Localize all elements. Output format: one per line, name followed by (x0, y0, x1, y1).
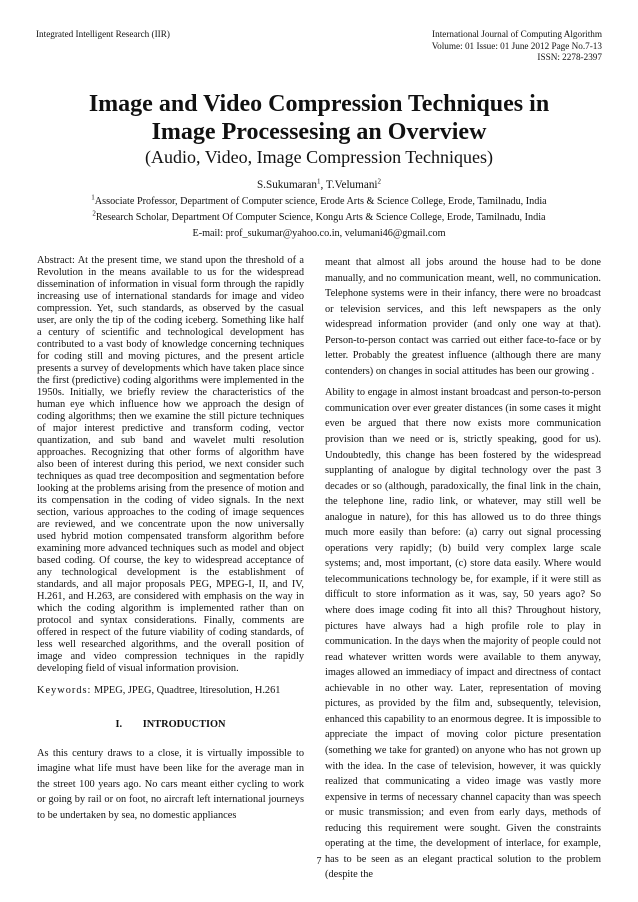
keywords-label: Keywords: (37, 685, 92, 696)
author-1-sup: 1 (316, 177, 321, 186)
keywords-text: MPEG, JPEG, Quadtree, ltiresolution, H.261 (93, 685, 281, 696)
introduction-section (37, 746, 304, 824)
paper-title-line-1: Image and Video Compression Techniques in (88, 91, 550, 117)
affiliation-1-text: Associate Professor, Department of Computer science, Erode Arts & Science College, Erode, Tamilnadu, India (94, 196, 547, 207)
header-issn: ISSN: 2278-2397 (537, 52, 602, 63)
header-journal-info (432, 29, 602, 64)
right-paragraph-2: Ability to engage in almost instant broadcast and person-to-person communication over ever greater distances (in some cases it might even be argued that there now exists more communication provision than we need or is, strictly speaking, good for us). Undoubtedly, this change has been fostered by the widespread supplanting of analogue by digital technology over the past 3 decades or so (although, paradoxically, the final link in the chain, the telephone line, radio link, or whatever, may still well be analogue in nature), for this has allowed us to do three things much more easily than before: (a) carry out signal processing operations very rapidly; (b) build very complex large scale systems; and, most important, (c) store data easily. Where would telecommunications technology be, for example, if it were still as difficult to store information as it was, say, 50 years ago? So where does image coding fit into all this? Throughout history, pictures have always had a high profile role to play in communication. In the days when the majority of people could not read whatever written words were available to them anyway, images allowed an immediacy of impact and directness of contact achievable in no other way. Later, representation of moving pictures, as provided by the film and, subsequently, television, enhanced this capability to an enormous degree. It is impossible to appreciate the impact of moving color picture presentation (something we take for granted) on anyone who has not grown up with the idea. In the case of television, however, it was quickly realized that communicating a video image was vastly more expensive in terms of necessary channel capacity than was speech or music transmission; and even from early days, methods of reducing this requirement were sought. Given the constraints operating at the time, the development of interlace, for example, has to be seen as an elegant practical solution to the problem (despite the (325, 387, 601, 881)
page-number: 7 (316, 856, 322, 867)
author-2-sup: 2 (377, 177, 382, 186)
right-column (325, 255, 601, 883)
paper-subtitle: (Audio, Video, Image Compression Techniques) (145, 147, 493, 167)
section-heading-introduction: I. INTRODUCTION (115, 718, 226, 730)
right-paragraph-1: meant that almost all jobs around the house had to be done manually, and no communication meant, well, no communication. Telephone systems were in their infancy, there were no broadcast or television services, and this left newspapers as the only widespread information provider (and only one way at that). Person-to-person contact was carried out either face-to-face or by letter. Probably the greatest influence (although there are many contenders) on changes in social attitudes has been our growing . (325, 257, 601, 377)
header-publisher: Integrated Intelligent Research (IIR) (36, 29, 170, 39)
affiliation-1 (0, 193, 638, 207)
abstract-text: Abstract: At the present time, we stand upon the threshold of a Revolution in the means available to us for the widespread dissemination of information in visual form through the rapidly increasing use of international standards for image and video compression. Yet, such standards, as observed by the casual user, are only the tip of the coding iceberg. Something like half a century of scientific and technological development has contributed to a vast body of knowledge concerning techniques for coding still and moving pictures, and the present article presents a survey of developments which have taken place since the first (predictive) coding algorithms were implemented in the 1950s. Initially, we briefly review the characteristics of the human eye which influence how we approach the design of coding algorithms; then we examine the still picture techniques of major interest predictive and transform coding, vector quantization, and sub band and wavelet multi resolution approaches. Recognizing that other forms of algorithm have also been of interest during this period, we next consider such techniques as quad tree decomposition and segmentation before looking at the problems arising from the presence of motion and its compensation in the coding of video signals. In the next section, various approaches to the coding of image sequences are reviewed, and we concentrate upon the now universally used hybrid motion compensated transform algorithm before examining more advanced techniques such as model and object based coding. Of course, the key to widespread acceptance of any technological development is the establishment of standards, and all major proposals PEG, MPEG-I, II, and IV, H.261, and H.263, are considered with emphasis on the way in which the coding algorithm is implemented rather than on protocol and syntax considerations. Finally, comments are offered in respect of the future viability of coding standards, of less well researched algorithms, and the overall position of image and video compression techniques in the rapidly developing field of visual information provision. (37, 255, 304, 674)
affiliation-2 (0, 209, 638, 223)
author-1: S.Sukumaran (256, 179, 317, 191)
header-volume: Volume: 01 Issue: 01 June 2012 Page No.7-13 (431, 40, 602, 51)
author-2: T.Velumani (325, 179, 378, 191)
affiliation-1-sup: 1 (91, 193, 95, 202)
header-journal-name: International Journal of Computing Algorithm (432, 29, 602, 39)
author-emails: E-mail: prof_sukumar@yahoo.co.in, velumani46@gmail.com (192, 228, 446, 239)
keywords (37, 685, 304, 698)
author-separator: , (320, 179, 326, 191)
author-line (0, 179, 638, 191)
left-column (37, 255, 304, 823)
introduction-paragraph-1: As this century draws to a close, it is virtually impossible to imagine what life must have been like for the average man in the street 100 years ago. No cars meant either cycling to work or going by rail or on foot, no aircraft left international journeys to be undertaken by sea, no domestic appliances (37, 747, 304, 821)
affiliation-2-text: Research Scholar, Department Of Computer Science, Kongu Arts & Science College, Erode, Tamilnadu, India (95, 212, 546, 223)
affiliation-2-sup: 2 (92, 209, 96, 218)
paper-title-line-2: Image Processesing an Overview (151, 119, 487, 145)
abstract-section (37, 255, 304, 675)
